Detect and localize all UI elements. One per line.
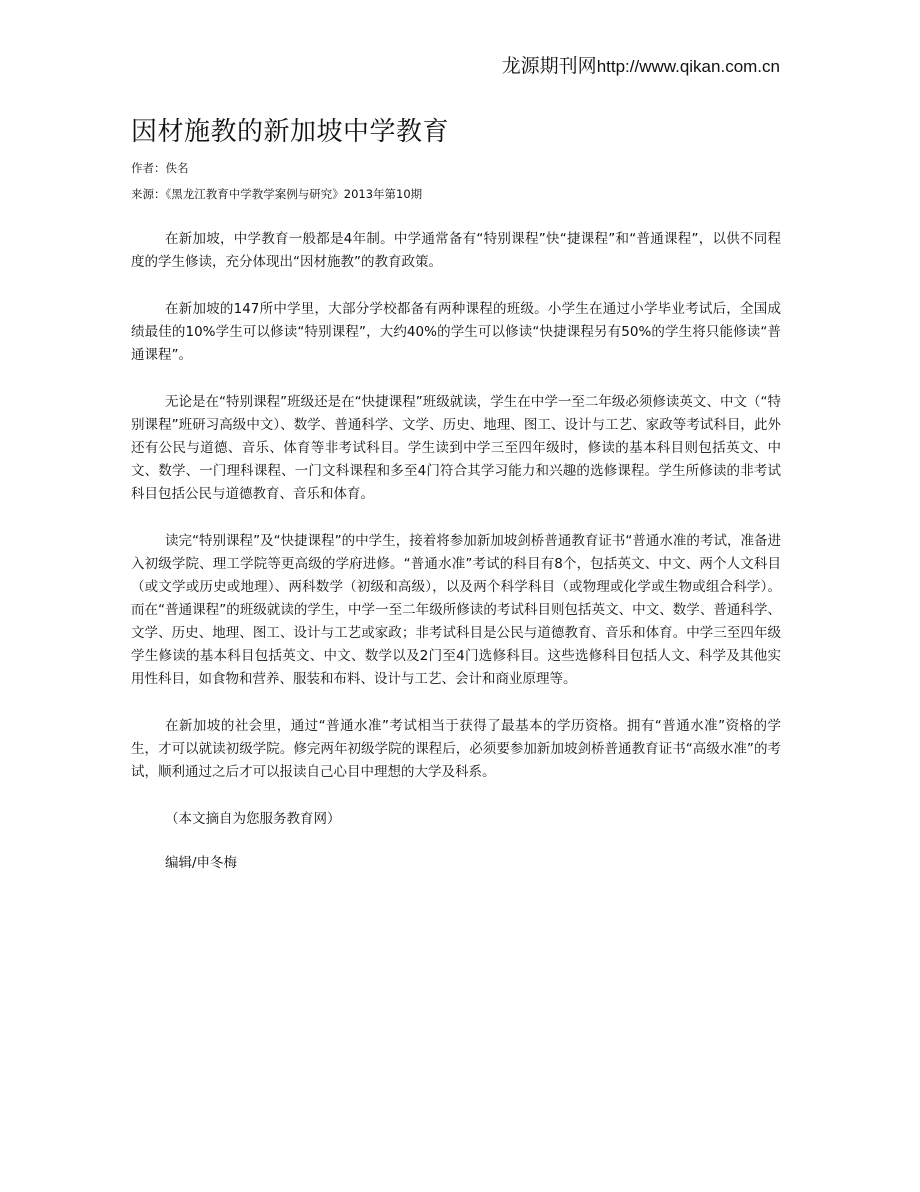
paragraph-3: 无论是在“特别课程”班级还是在“快捷课程”班级就读，学生在中学一至二年级必须修读英文、中文（“特别课程”班研习高级中文）、数学、普通科学、文学、历史、地理、图工、设计与工艺、家政等考试科目，此外还有公民与道德、音乐、体育等非考试科目。学生读到中学三至四年级时，修读的基本科目则包括英文、中文、数学、一门理科课程、一门文科课程和多至4门符合其学习能力和兴趣的选修课程。学生所修读的非考试科目包括公民与道德教育、音乐和体育。 — [131, 394, 781, 502]
paragraph-4: 读完“特别课程”及“快捷课程”的中学生，接着将参加新加坡剑桥普通教育证书“普通水准的考试，准备进入初级学院、理工学院等更高级的学府进修。“普通水准”考试的科目有8个，包括英文、中文、两个人文科目（或文学或历史或地理）、两科数学（初级和高级），以及两个科学科目（或物理或化学或生物或组合科学）。而在“普通课程”的班级就读的学生，中学一至二年级所修读的考试科目则包括英文、中文、数学、普通科学、文学、历史、地理、图工、设计与工艺或家政；非考试科目是公民与道德教育、音乐和体育。中学三至四年级学生修读的基本科目包括英文、中文、数学以及2门至4门选修科目。这些选修科目包括人文、科学及其他实用性科目，如食物和营养、服装和布料、设计与工艺、会计和商业原理等。 — [131, 533, 781, 687]
source-note: （本文摘自为您服务教育网） — [165, 811, 341, 827]
article-title: 因材施教的新加坡中学教育 — [131, 117, 450, 147]
source-line: 来源：《黑龙江教育中学教学案例与研究》2013年第10期 — [131, 187, 423, 201]
article — [131, 112, 781, 896]
site-brand: 龙源期刊网 — [501, 55, 597, 77]
site-url[interactable]: http://www.qikan.com.cn — [596, 57, 780, 76]
author-line: 作者：佚名 — [131, 161, 189, 175]
paragraph-5: 在新加坡的社会里，通过“普通水准”考试相当于获得了最基本的学历资格。拥有“普通水准”资格的学生，才可以就读初级学院。修完两年初级学院的课程后，必须要参加新加坡剑桥普通教育证书“高级水准”的考试，顺利通过之后才可以报读自己心目中理想的大学及科系。 — [131, 718, 781, 780]
article-body — [131, 228, 781, 875]
editor-line: 编辑/申冬梅 — [165, 855, 238, 871]
paragraph-2: 在新加坡的147所中学里，大部分学校都备有两种课程的班级。小学生在通过小学毕业考试后，全国成绩最佳的10%学生可以修读“特别课程”，大约40%的学生可以修读“快捷课程另有50%的学生将只能修读“普通课程”。 — [131, 301, 781, 363]
site-header — [502, 54, 780, 79]
paragraph-1: 在新加坡，中学教育一般都是4年制。中学通常备有“特别课程”快“捷课程”和“普通课程”，以供不同程度的学生修读，充分体现出“因材施教”的教育政策。 — [131, 231, 781, 270]
